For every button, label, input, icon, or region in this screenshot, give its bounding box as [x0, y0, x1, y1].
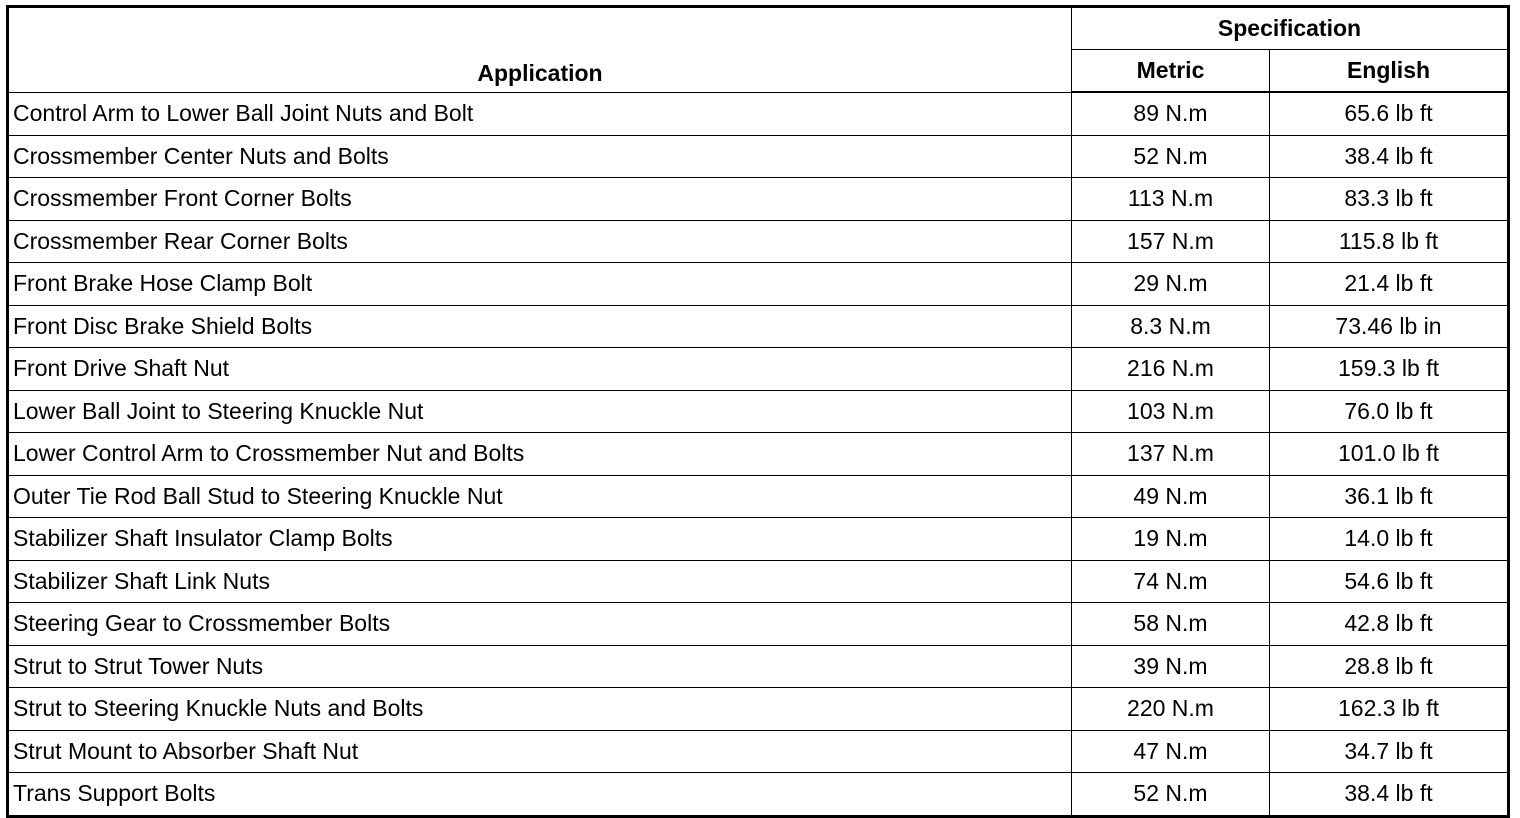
- table-row: [8, 220, 1509, 263]
- cell-application: Front Brake Hose Clamp Bolt: [8, 263, 1072, 306]
- cell-application: Outer Tie Rod Ball Stud to Steering Knuckle Nut: [8, 475, 1072, 518]
- cell-metric: 220 N.m: [1072, 688, 1270, 731]
- cell-metric: 52 N.m: [1072, 773, 1270, 817]
- cell-metric: 39 N.m: [1072, 645, 1270, 688]
- table-row: [8, 178, 1509, 221]
- table-row: [8, 263, 1509, 306]
- cell-metric: 103 N.m: [1072, 390, 1270, 433]
- table-row: [8, 773, 1509, 817]
- cell-english: 34.7 lb ft: [1270, 730, 1509, 773]
- cell-english: 38.4 lb ft: [1270, 773, 1509, 817]
- cell-application: Front Disc Brake Shield Bolts: [8, 305, 1072, 348]
- column-group-header-specification: Specification: [1072, 7, 1509, 50]
- cell-application: Strut to Strut Tower Nuts: [8, 645, 1072, 688]
- cell-english: 38.4 lb ft: [1270, 135, 1509, 178]
- cell-application: Crossmember Center Nuts and Bolts: [8, 135, 1072, 178]
- cell-application: Front Drive Shaft Nut: [8, 348, 1072, 391]
- cell-metric: 113 N.m: [1072, 178, 1270, 221]
- cell-application: Strut Mount to Absorber Shaft Nut: [8, 730, 1072, 773]
- cell-application: Steering Gear to Crossmember Bolts: [8, 603, 1072, 646]
- cell-english: 28.8 lb ft: [1270, 645, 1509, 688]
- cell-english: 162.3 lb ft: [1270, 688, 1509, 731]
- cell-metric: 29 N.m: [1072, 263, 1270, 306]
- cell-english: 101.0 lb ft: [1270, 433, 1509, 476]
- cell-metric: 49 N.m: [1072, 475, 1270, 518]
- cell-english: 36.1 lb ft: [1270, 475, 1509, 518]
- cell-application: Control Arm to Lower Ball Joint Nuts and Bolt: [8, 92, 1072, 135]
- column-header-metric: Metric: [1072, 50, 1270, 93]
- cell-english: 159.3 lb ft: [1270, 348, 1509, 391]
- cell-metric: 74 N.m: [1072, 560, 1270, 603]
- table-row: [8, 560, 1509, 603]
- cell-application: Lower Control Arm to Crossmember Nut and Bolts: [8, 433, 1072, 476]
- cell-application: Lower Ball Joint to Steering Knuckle Nut: [8, 390, 1072, 433]
- cell-metric: 19 N.m: [1072, 518, 1270, 561]
- table-row: [8, 92, 1509, 135]
- table-row: [8, 603, 1509, 646]
- torque-spec-table: [6, 5, 1510, 818]
- cell-english: 115.8 lb ft: [1270, 220, 1509, 263]
- cell-application: Stabilizer Shaft Link Nuts: [8, 560, 1072, 603]
- table-body: [8, 92, 1509, 816]
- table-row: [8, 305, 1509, 348]
- cell-metric: 137 N.m: [1072, 433, 1270, 476]
- cell-metric: 52 N.m: [1072, 135, 1270, 178]
- cell-application: Strut to Steering Knuckle Nuts and Bolts: [8, 688, 1072, 731]
- table-row: [8, 390, 1509, 433]
- cell-english: 42.8 lb ft: [1270, 603, 1509, 646]
- table-row: [8, 688, 1509, 731]
- table-row: [8, 518, 1509, 561]
- column-header-application: Application: [8, 7, 1072, 93]
- cell-application: Crossmember Rear Corner Bolts: [8, 220, 1072, 263]
- column-header-english: English: [1270, 50, 1509, 93]
- cell-metric: 47 N.m: [1072, 730, 1270, 773]
- cell-english: 76.0 lb ft: [1270, 390, 1509, 433]
- table-row: [8, 348, 1509, 391]
- cell-metric: 157 N.m: [1072, 220, 1270, 263]
- cell-application: Crossmember Front Corner Bolts: [8, 178, 1072, 221]
- header-row-group: [8, 7, 1509, 50]
- cell-english: 21.4 lb ft: [1270, 263, 1509, 306]
- table-row: [8, 475, 1509, 518]
- cell-metric: 89 N.m: [1072, 92, 1270, 135]
- table-row: [8, 433, 1509, 476]
- cell-metric: 216 N.m: [1072, 348, 1270, 391]
- cell-metric: 58 N.m: [1072, 603, 1270, 646]
- table-row: [8, 135, 1509, 178]
- cell-metric: 8.3 N.m: [1072, 305, 1270, 348]
- cell-english: 73.46 lb in: [1270, 305, 1509, 348]
- cell-english: 65.6 lb ft: [1270, 92, 1509, 135]
- cell-application: Stabilizer Shaft Insulator Clamp Bolts: [8, 518, 1072, 561]
- cell-english: 14.0 lb ft: [1270, 518, 1509, 561]
- cell-english: 54.6 lb ft: [1270, 560, 1509, 603]
- cell-english: 83.3 lb ft: [1270, 178, 1509, 221]
- table-row: [8, 730, 1509, 773]
- table-row: [8, 645, 1509, 688]
- table-header: [8, 7, 1509, 93]
- cell-application: Trans Support Bolts: [8, 773, 1072, 817]
